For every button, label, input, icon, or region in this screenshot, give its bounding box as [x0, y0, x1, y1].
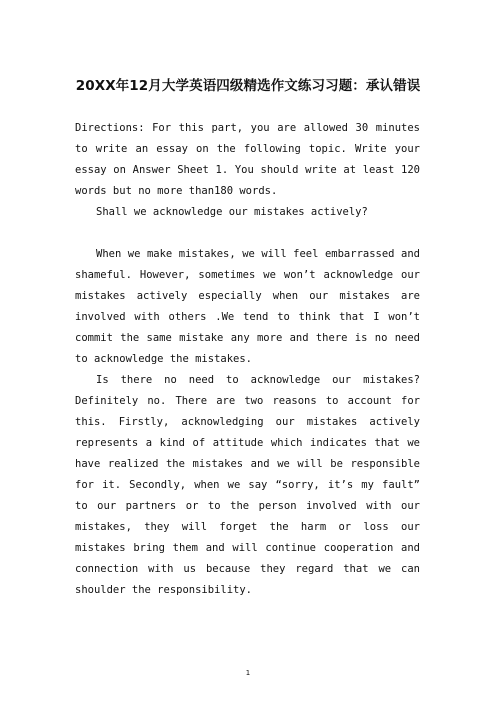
- document-body: [75, 118, 420, 601]
- page-number: 1: [245, 669, 251, 677]
- document-title: 20XX年12月大学英语四级精选作文练习习题：承认错误: [75, 78, 421, 94]
- blank-line: [75, 223, 420, 244]
- essay-paragraph-1: When we make mistakes, we will feel embarrassed and shameful. However, sometimes we won’t acknowledge our mistakes actively especially when our mistakes are involved with others .We tend to think that I won’t commit the same mistake any more and there is no need to acknowledge the mistakes.: [75, 248, 420, 365]
- essay-topic: Shall we acknowledge our mistakes actively?: [96, 206, 368, 218]
- directions-paragraph: Directions: For this part, you are allowed 30 minutes to write an essay on the following topic. Write your essay on Answer Sheet 1. You should write at least 120 words but no more than180 words.: [75, 122, 420, 197]
- essay-paragraph-2: Is there no need to acknowledge our mistakes? Definitely no. There are two reasons to account for this. Firstly, acknowledging our mistakes actively represents a kind of attitude which indicates that we have realized the mistakes and we will be responsible for it. Secondly, when we say “sorry, it’s my fault” to our partners or to the person involved with our mistakes, they will forget the harm or loss our mistakes bring them and will continue cooperation and connection with us because they regard that we can shoulder the responsibility.: [75, 374, 420, 596]
